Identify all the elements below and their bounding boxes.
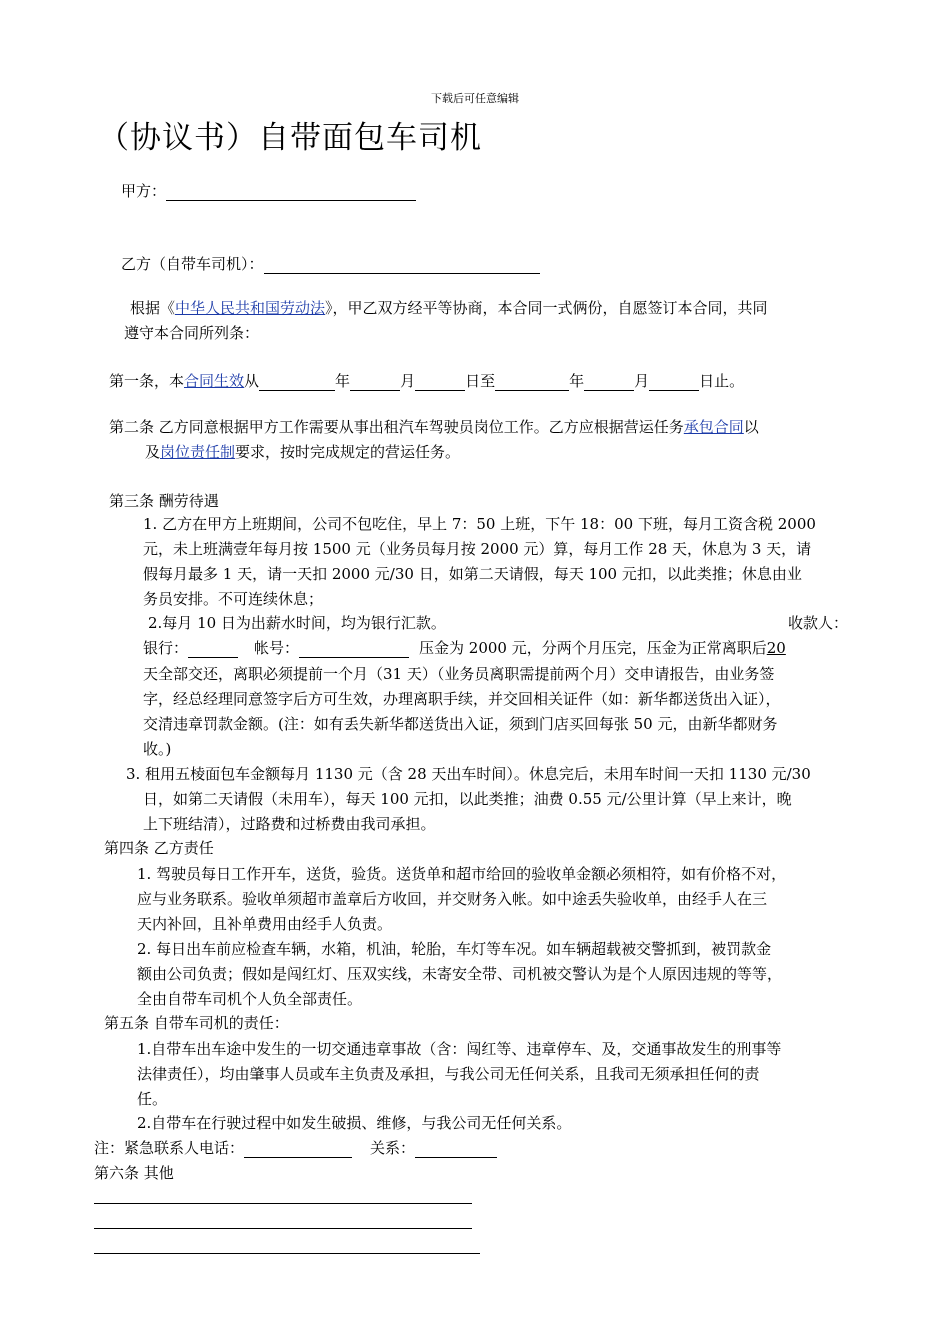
article3-item3 <box>126 762 876 837</box>
deposit-text: 压金为 2000 元，分两个月压完，压金为正常离职后 <box>419 639 767 657</box>
article6-heading: 第六条 其他 <box>94 1164 174 1182</box>
party-b-label: 乙方（自带车司机）： <box>121 255 264 273</box>
article3-heading: 第三条 酬劳待遇 <box>109 492 219 510</box>
text-line: 元，未上班满壹年每月按 1500 元（业务员每月按 2000 元）算，每月工作 28 天，休息为 3 天，请 <box>143 540 812 558</box>
party-b-blank[interactable] <box>264 259 540 274</box>
emergency-contact-row <box>94 1137 497 1158</box>
contracting-agreement-link[interactable]: 承包合同 <box>683 418 744 436</box>
intro-line2: 遵守本合同所列条： <box>124 324 260 342</box>
party-a-blank[interactable] <box>166 186 416 201</box>
emergency-phone-label: 注：紧急联系人电话： <box>94 1139 245 1157</box>
month-label: 月 <box>634 372 650 390</box>
bank-label: 银行： <box>143 639 189 657</box>
party-b-row <box>121 253 540 274</box>
account-label: 帐号： <box>254 639 300 657</box>
text-line: 天全部交还，离职必须提前一个月（31 天）（业务员离职需提前两个月）交申请报告，由业务签 <box>143 665 775 683</box>
article4-item1 <box>137 862 877 937</box>
article3-item2-body <box>143 662 873 762</box>
payee-label: 收款人： <box>788 614 849 632</box>
article5-heading: 第五条 自带车司机的责任： <box>104 1014 289 1032</box>
text-line: 字，经总经理同意签字后方可生效，办理离职手续，并交回相关证件（如：新华都送货出入证）， <box>143 690 781 708</box>
relation-blank[interactable] <box>415 1143 497 1158</box>
deposit-days: 20 <box>766 639 786 657</box>
article-2 <box>109 415 869 465</box>
year-label: 年 <box>335 372 351 390</box>
text-line: 全由自带车司机个人负全部责任。 <box>137 990 363 1008</box>
text-line: 应与业务联系。验收单须超市盖章后方收回，并交财务入帐。如中途丢失验收单，由经手人在三 <box>137 890 768 908</box>
intro-suffix: 》，甲乙双方经平等协商，本合同一式俩份，自愿签订本合同，共同 <box>325 299 768 317</box>
article1-prefix: 第一条，本 <box>109 372 185 390</box>
article4-item2 <box>137 937 877 1012</box>
text-line: 3. 租用五棱面包车金额每月 1130 元（含 28 天出车时间）。休息完后，未用车时间一天扣 1130 元/30 <box>126 765 811 783</box>
text-line: 上下班结清），过路费和过桥费由我司承担。 <box>143 815 436 833</box>
start-year-blank[interactable] <box>259 376 335 391</box>
labor-law-link[interactable]: 中华人民共和国劳动法 <box>175 299 326 317</box>
article5-item1 <box>137 1037 877 1112</box>
article2-line1: 第二条 乙方同意根据甲方工作需要从事出租汽车驾驶员岗位工作。乙方应根据营运任务 <box>109 418 684 436</box>
article3-item1 <box>143 512 873 612</box>
article3-item2-line1: 2.每月 10 日为出薪水时间，均为银行汇款。 <box>148 614 446 632</box>
text-line: 1. 乙方在甲方上班期间，公司不包吃住，早上 7：50 上班，下午 18：00 下班，每月工资含税 2000 <box>143 515 816 533</box>
job-responsibility-link[interactable]: 岗位责任制 <box>160 443 236 461</box>
account-blank[interactable] <box>299 643 409 658</box>
article5-item2: 2.自带车在行驶过程中如发生破损、维修，与我公司无任何关系。 <box>137 1114 572 1132</box>
header-note: 下载后可任意编辑 <box>431 92 519 105</box>
document-title: （协议书）自带面包车司机 <box>98 120 482 156</box>
text-line: 任。 <box>137 1090 168 1108</box>
article1-from: 从 <box>244 372 260 390</box>
text-line: 1. 驾驶员每日工作开车，送货，验货。送货单和超市给回的验收单金额必须相符，如有价格不对， <box>137 865 787 883</box>
article2-line2-suffix: 要求，按时完成规定的营运任务。 <box>235 443 461 461</box>
emergency-phone-blank[interactable] <box>244 1143 352 1158</box>
end-day-blank[interactable] <box>649 376 699 391</box>
party-a-label: 甲方： <box>121 182 167 200</box>
article2-line1-suffix: 以 <box>743 418 759 436</box>
text-line: 1.自带车出车途中发生的一切交通违章事故（含：闯红等、违章停车、及，交通事故发生的刑事等 <box>137 1040 782 1058</box>
start-day-blank[interactable] <box>415 376 465 391</box>
text-line: 收。) <box>143 740 172 758</box>
text-line: 假每月最多 1 天，请一天扣 2000 元/30 日，如第二天请假，每天 100 元扣，以此类推；休息由业 <box>143 565 802 583</box>
intro-prefix: 根据《 <box>130 299 176 317</box>
text-line: 法律责任），均由肇事人员或车主负责及承担，与我公司无任何关系，且我司无须承担任何的责 <box>137 1065 760 1083</box>
day-label: 日止。 <box>699 372 745 390</box>
bank-blank[interactable] <box>188 643 238 658</box>
month-label: 月 <box>400 372 416 390</box>
contract-effective-link[interactable]: 合同生效 <box>184 372 245 390</box>
relation-label: 关系： <box>370 1139 416 1157</box>
text-line: 2. 每日出车前应检查车辆，水箱，机油，轮胎，车灯等车况。如车辆超载被交警抓到，被罚款金 <box>137 940 772 958</box>
text-line: 额由公司负责；假如是闯红灯、压双实线，未寄安全带、司机被交警认为是个人原因违规的等等， <box>137 965 783 983</box>
end-year-blank[interactable] <box>495 376 569 391</box>
end-month-blank[interactable] <box>584 376 634 391</box>
start-month-blank[interactable] <box>350 376 400 391</box>
article4-heading: 第四条 乙方责任 <box>104 839 214 857</box>
article2-line2-prefix: 及 <box>145 443 161 461</box>
bank-account-row <box>143 637 786 658</box>
article-1 <box>109 370 744 391</box>
other-terms-line-3[interactable] <box>94 1253 480 1254</box>
day-label: 日至 <box>465 372 496 390</box>
text-line: 交清违章罚款金额。(注：如有丢失新华都送货出入证，须到门店买回每张 50 元，由新华都财务 <box>143 715 778 733</box>
year-label: 年 <box>569 372 585 390</box>
party-a-row <box>121 180 416 201</box>
text-line: 日，如第二天请假（未用车），每天 100 元扣，以此类推；油费 0.55 元/公里计算（早上来计，晚 <box>143 790 792 808</box>
other-terms-line-1[interactable] <box>94 1203 472 1204</box>
text-line: 天内补回，且补单费用由经手人负责。 <box>137 915 393 933</box>
intro-paragraph <box>124 296 870 346</box>
text-line: 务员安排。不可连续休息； <box>143 590 324 608</box>
other-terms-line-2[interactable] <box>94 1228 472 1229</box>
